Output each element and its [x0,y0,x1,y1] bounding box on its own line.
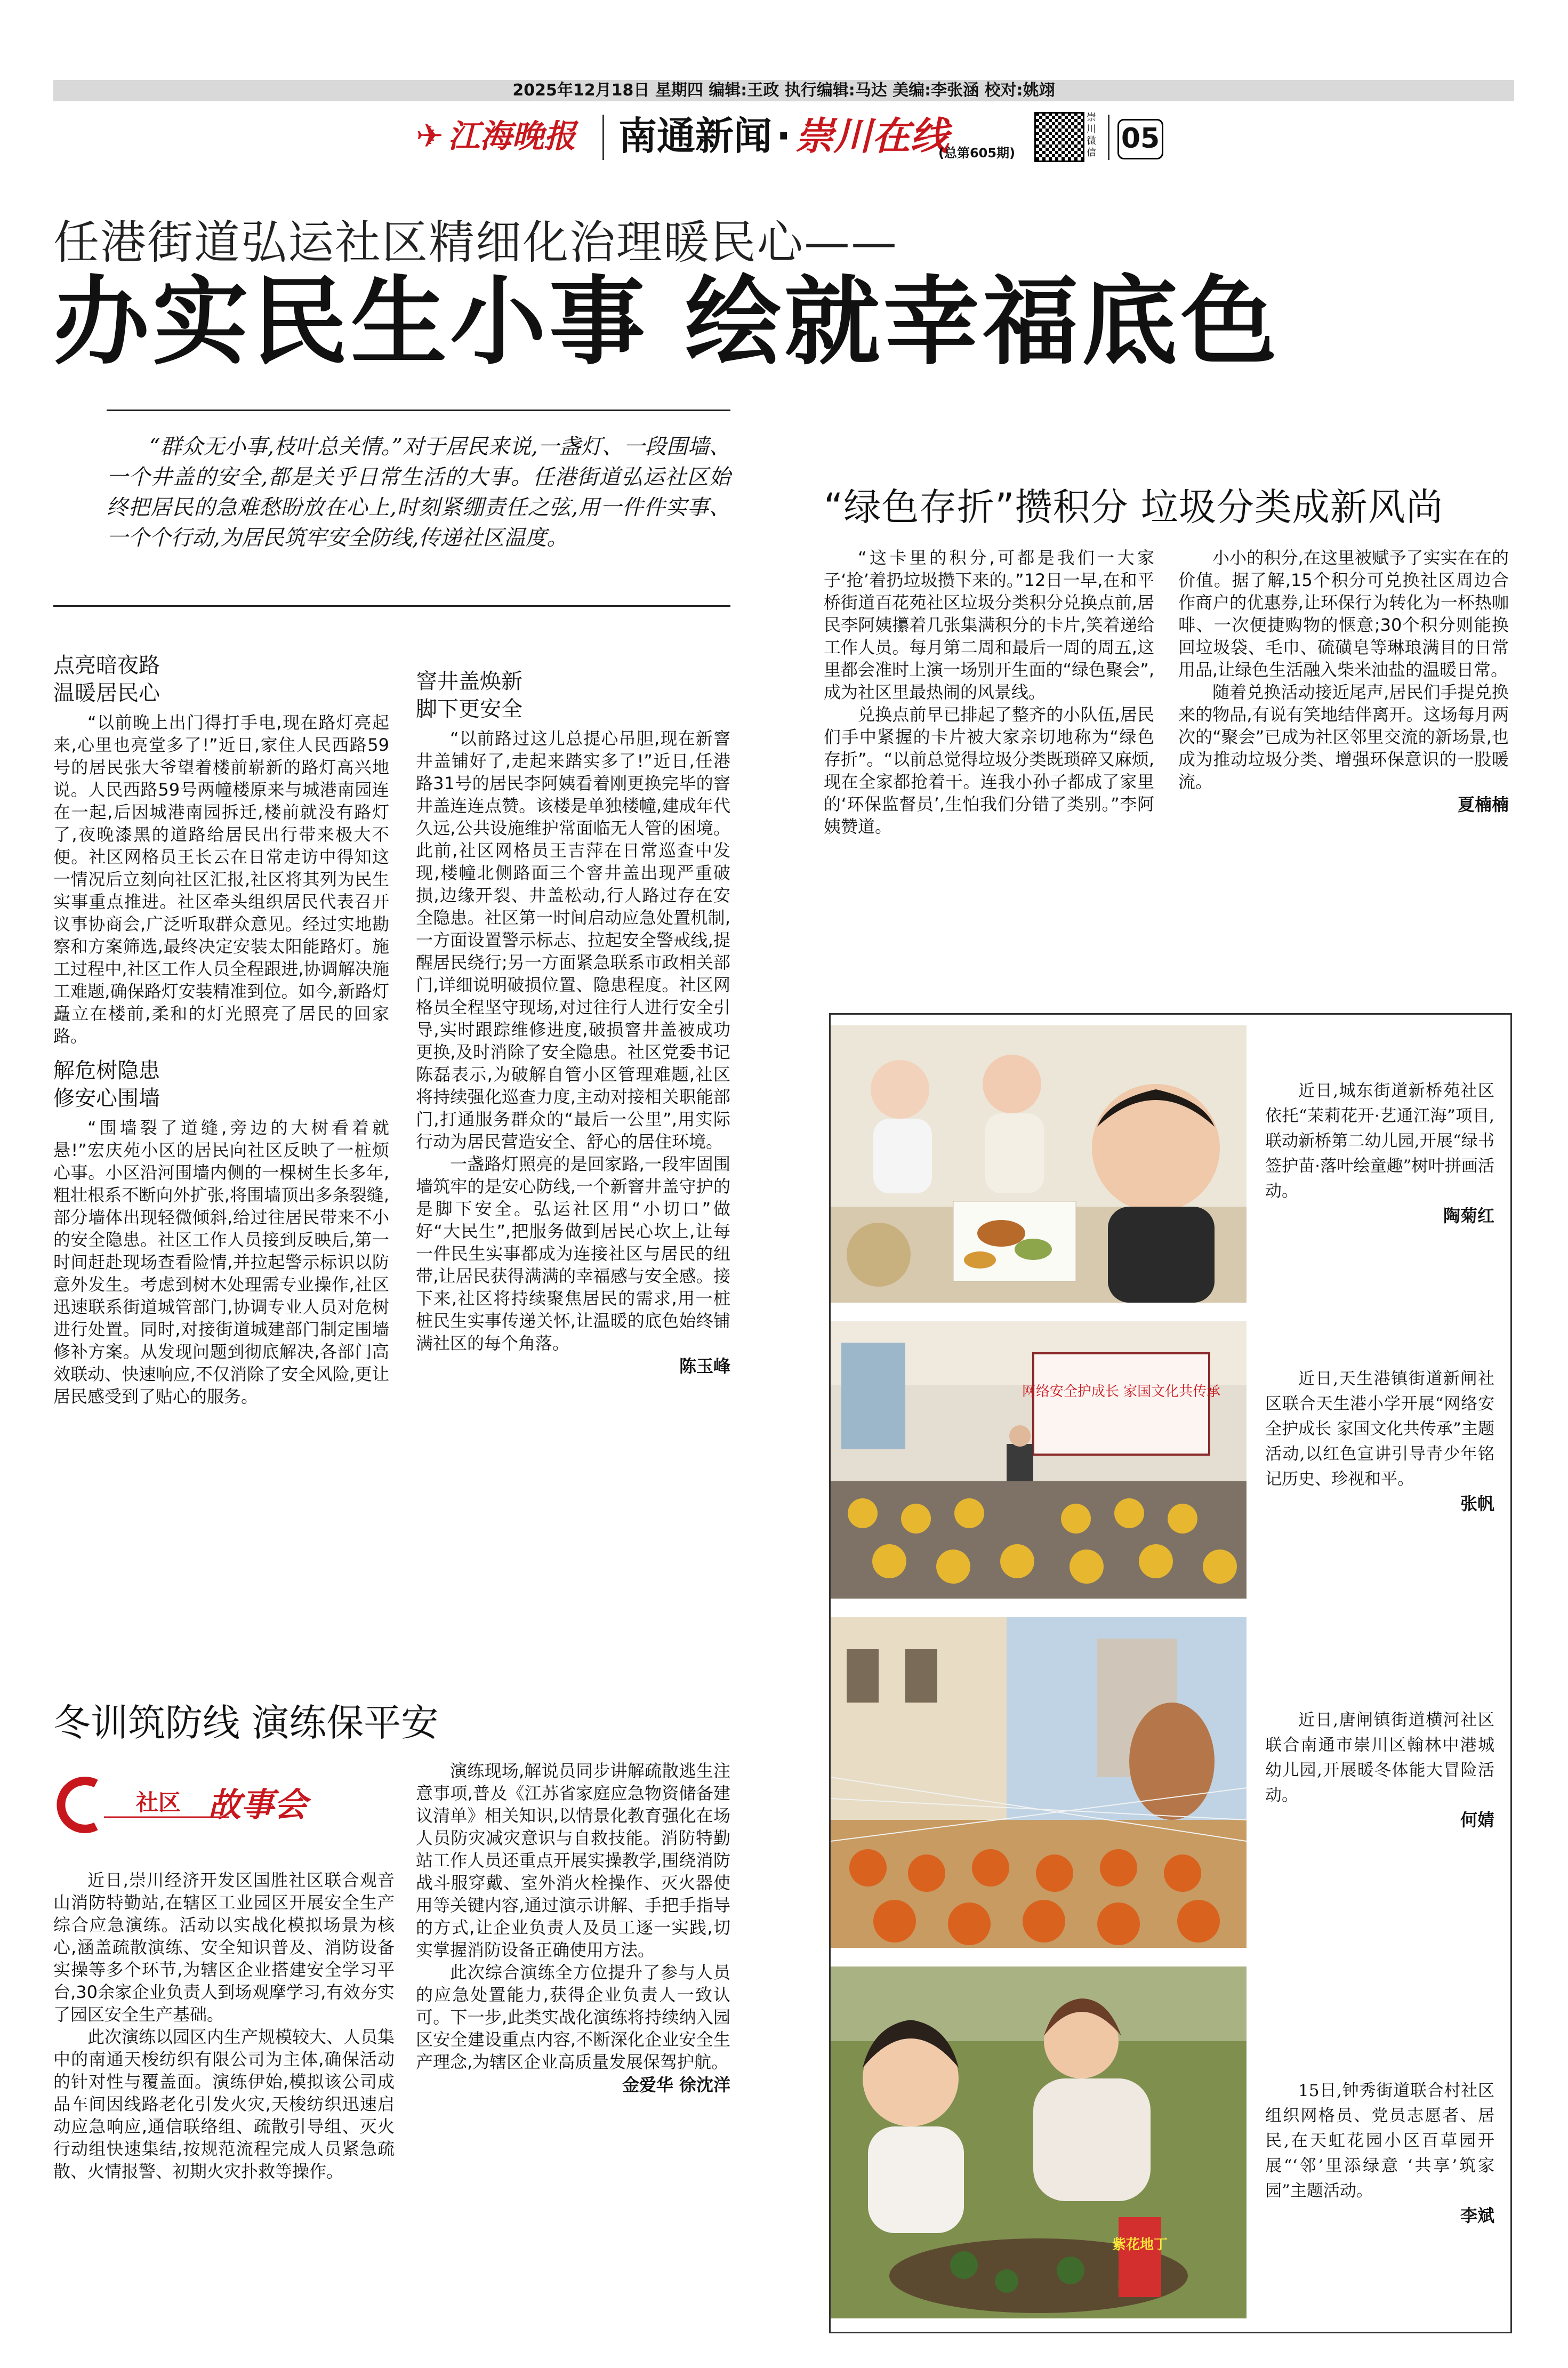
article-column-2 [416,646,730,1378]
drill-paragraph-4: 此次综合演练全方位提升了参与人员的应急处置能力,获得企业负责人一致认可。下一步,此类实战化演练将持续纳入园区安全建设重点内容,不断深化企业安全生产理念,为辖区企业高质量发展保驾护航。 [416,1962,730,2072]
green-paragraph-2: 兑换点前早已排起了整齐的小队伍,居民们手中紧握的卡片被大家亲切地称为“绿色存折”。“以前总觉得垃圾分类既琐碎又麻烦,现在全家都抢着干。连我小孙子都成了家里的‘环保监督员’,生怕我们分错了类别。”李阿姨赞道。 [824,704,1154,837]
photo-4-caption-text: 15日,钟秀街道联合村社区组织网格员、党员志愿者、居民,在天虹花园小区百草园开展“‘邻’里添绿意 ‘共享’筑家园”主题活动。 [1265,2081,1494,2201]
photo-leaf-art [831,1025,1247,1303]
drill-paragraph-2: 此次演练以园区内生产规模较大、人员集中的南通天梭纺织有限公司为主体,确保活动的针对性与覆盖面。演练伊始,模拟该公司成品车间因线路老化引发火灾,天梭纺织迅速启动应急响应,通信联络组、疏散引导组、灭火行动组快速集结,按规范流程完成人员紧急疏散、火情报警、初期火灾扑救等操作。 [53,2027,395,2181]
photo-1-caption-text: 近日,城东街道新桥苑社区依托“茉莉花开·艺通江海”项目,联动新桥第二幼儿园,开展“绿书签护苗·落叶绘童趣”树叶拼画活动。 [1265,1081,1494,1201]
section-dot: · [776,114,791,158]
photo-3-caption [1265,1708,1494,1832]
subhead-3 [416,668,730,723]
newspaper-logo [416,109,576,163]
section-3-paragraph-2: 一盏路灯照亮的是回家路,一段牢固围墙筑牢的是安心防线,一个新窨井盖守护的是脚下安全。弘运社区用“小切口”做好“大民生”,把服务做到居民心坎上,让每一件民生实事都成为连接社区与居民的纽带,让居民获得满满的幸福感与安全感。接下来,社区将持续聚焦居民的需求,用一桩桩民生实事传递关怀,让温暖的底色始终铺满社区的每个角落。 [416,1154,730,1353]
section-name: 南通新闻 [618,114,773,158]
photo-4-caption [1265,2078,1494,2227]
lead-rule-top [107,410,730,411]
subhead-3-line-a: 窨井盖焕新 [416,669,522,694]
drill-paragraph-3: 演练现场,解说员同步讲解疏散逃生注意事项,普及《江苏省家庭应急物资储备建议清单》相关知识,以情景化教育强化在场人员防灾减灾意识与自救技能。消防特勤站工作人员还重点开展实操教学,围绕消防战斗服穿戴、室外消火栓操作、灭火器使用等关键内容,通过演示讲解、手把手指导的方式,让企业负责人及员工逐一实践,切实掌握消防设备正确使用方法。 [416,1761,730,1960]
subhead-1 [53,652,389,707]
page-info-bar: 2025年12月18日 星期四 编辑:王政 执行编辑:马达 美编:李张涵 校对:姚翊 [53,80,1514,101]
screen-text-line: 网络安全护成长 家国文化共传承 [1022,1384,1221,1400]
section-3-paragraph-1: “以前路过这儿总提心吊胆,现在新窨井盖铺好了,走起来踏实多了!”近日,任港路31号的居民李阿姨看着刚更换完毕的窨井盖连连点赞。该楼是单独楼幢,建成年代久远,公共设施维护常面临无人管的困境。此前,社区网格员王吉萍在日常巡查中发现,楼幢北侧路面三个窨井盖出现严重破损,边缘开裂、井盖松动,行人路过存在安全隐患。社区第一时间启动应急处置机制,一方面设置警示标志、拉起安全警戒线,提醒居民绕行;另一方面紧急联系市政相关部门,详细说明破损位置、隐患程度。社区网格员全程坚守现场,对过往行人进行安全引导,实时跟踪维修进度,破损窨井盖被成功更换,及时消除了安全隐患。社区党委书记陈磊表示,为破解自管小区管理难题,社区将持续强化巡查力度,主动对接相关职能部门,打通服务群众的“最后一公里”,用实际行动为居民营造安全、舒心的居住环境。 [416,728,730,1152]
newspaper-logo-text: 江海晚报 [447,118,576,155]
photo-news-box [829,1013,1512,2333]
drill-column-1 [53,1869,395,2182]
subhead-1-line-a: 点亮暗夜路 [53,653,160,678]
story-logo-text-b: 故事会 [208,1785,308,1824]
section-1-paragraph: “以前晚上出门得打手电,现在路灯亮起来,心里也亮堂多了!”近日,家住人民西路59号的居民张大爷望着楼前崭新的路灯高兴地说。人民西路59号两幢楼原来与城港南园连在一起,后因城港南园拆迁,楼前就没有路灯了,夜晚漆黑的道路给居民出行带来极大不便。社区网格员王长云在日常走访中得知这一情况后立刻向社区汇报,社区将其列为民生实事重点推进。社区牵头组织居民代表召开议事协商会,广泛听取群众意见。经过实地勘察和方案筛选,最终决定安装太阳能路灯。施工过程中,社区工作人员全程跟进,协调解决施工难题,确保路灯安装精准到位。如今,新路灯矗立在楼前,柔和的灯光照亮了居民的回家路。 [53,712,389,1046]
classroom-image [831,1321,1247,1599]
green-paragraph-3: 小小的积分,在这里被赋予了实实在在的价值。据了解,15个积分可兑换社区周边合作商户的优惠券,让环保行为转化为一杯热咖啡、一次便捷购物的惬意;30个积分则能换回垃圾袋、毛巾、硫磺皂等琳琅满目的日常用品,让绿色生活融入柴米油盐的温暖日常。 [1178,548,1509,680]
green-article-title: “绿色存折”攒积分 垃圾分类成新风尚 [824,485,1444,529]
drill-byline: 金爱华 徐沈洋 [622,2075,730,2095]
masthead-divider-2 [1108,115,1109,160]
photo-2-caption-text: 近日,天生港镇街道新闸社区联合天生港小学开展“网络安全护成长 家国文化共传承”主题活动,以红色宣讲引导青少年铭记历史、珍视和平。 [1265,1369,1494,1489]
subhead-3-line-b: 脚下更安全 [416,697,522,721]
green-column-1 [824,547,1154,838]
photo-4-byline: 李斌 [1460,2205,1494,2226]
photo-classroom [831,1321,1247,1599]
headline-title: 办实民生小事 绘就幸福底色 [53,267,1280,378]
leaf-art-image [831,1025,1247,1303]
qr-code-icon [1034,112,1084,162]
drill-column-2 [416,1760,730,2097]
photo-2-byline: 张帆 [1460,1494,1494,1514]
drill-paragraph-1: 近日,崇川经济开发区国胜社区联合观音山消防特勤站,在辖区工业园区开展安全生产综合应急演练。活动以实战化模拟场景为核心,涵盖疏散演练、安全知识普及、消防设备实操等多个环节,为辖区企业搭建安全学习平台,30余家企业负责人到场观摩学习,有效夯实了园区安全生产基础。 [53,1870,395,2025]
story-logo-text-a: 社区 [136,1789,181,1816]
drill-article-title: 冬训筑防线 演练保平安 [53,1701,439,1745]
headline-kicker: 任港街道弘运社区精细化治理暖民心—— [53,216,898,269]
article-byline: 陈玉峰 [679,1356,730,1376]
subhead-2 [53,1057,389,1112]
article-column-1 [53,652,389,1408]
subhead-2-line-a: 解危树隐患 [53,1058,160,1083]
photo-3-byline: 何婧 [1460,1810,1494,1830]
green-paragraph-4: 随着兑换活动接近尾声,居民们手提兑换来的物品,有说有笑地结伴离开。这场每月两次的“聚会”已成为社区邻里交流的新场景,也成为推动垃圾分类、增强环保意识的一股暖流。 [1178,682,1509,792]
photo-kindergarten [831,1617,1247,1948]
plant-sign-text: 紫花地丁 [1112,2237,1168,2253]
section-2-paragraph: “围墙裂了道缝,旁边的大树看着就悬!”宏庆苑小区的居民向社区反映了一桩烦心事。小区沿河围墙内侧的一棵树生长多年,粗壮根系不断向外扩张,将围墙顶出多条裂缝,部分墙体出现轻微倾斜,给过往居民带来不小的安全隐患。社区工作人员接到反映后,第一时间赶赴现场查看险情,并拉起警示标识以防意外发生。考虑到树木处理需专业操作,社区迅速联系街道城管部门,协调专业人员对危树进行处置。同时,对接街道城建部门制定围墙修补方案。从发现问题到彻底解决,各部门高效联动、快速响应,不仅消除了安全风险,更让居民感受到了贴心的服务。 [53,1118,389,1407]
bird-logo-icon: ✈ [416,116,444,155]
subhead-1-line-b: 温暖居民心 [53,681,160,705]
page-number: 05 [1117,119,1163,159]
lead-rule-bottom [53,605,730,607]
masthead [53,109,1514,168]
green-column-2 [1178,547,1509,816]
photo-3-caption-text: 近日,唐闸镇街道横河社区联合南通市崇川区翰林中港城幼儿园,开展暖冬体能大冒险活动。 [1265,1711,1494,1805]
photo-1-caption [1265,1079,1494,1227]
photo-2-caption [1265,1367,1494,1515]
green-paragraph-1: “这卡里的积分,可都是我们一大家子‘抢’着扔垃圾攒下来的。”12日一早,在和平桥街道百花苑社区垃圾分类积分兑换点前,居民李阿姨攥着几张集满积分的卡片,笑着递给工作人员。每月第二周和最后一周的周五,这里都会准时上演一场别开生面的“绿色聚会”,成为社区里最热闹的风景线。 [824,548,1154,702]
section-title [618,109,948,163]
subhead-2-line-b: 修安心围墙 [53,1086,160,1111]
kindergarten-image [831,1617,1247,1948]
photo-1-byline: 陶菊红 [1443,1206,1494,1226]
issue-number: (总第605期) [938,146,1016,160]
green-byline: 夏楠楠 [1457,794,1509,815]
masthead-divider [602,115,604,160]
photo-planting [831,1966,1247,2318]
lead-paragraph: “群众无小事,枝叶总关情。”对于居民来说,一盏灯、一段围墙、一个井盖的安全,都是关乎日常生活的大事。任港街道弘运社区始终把居民的急难愁盼放在心上,时刻紧绷责任之弦,用一件件实事、一个个行动,为居民筑牢安全防线,传递社区温度。 [107,435,730,550]
section-sub: 崇川在线 [795,114,949,158]
qr-label: 崇川微信 [1087,112,1096,158]
community-story-logo [53,1776,352,1834]
planting-image [831,1966,1247,2318]
